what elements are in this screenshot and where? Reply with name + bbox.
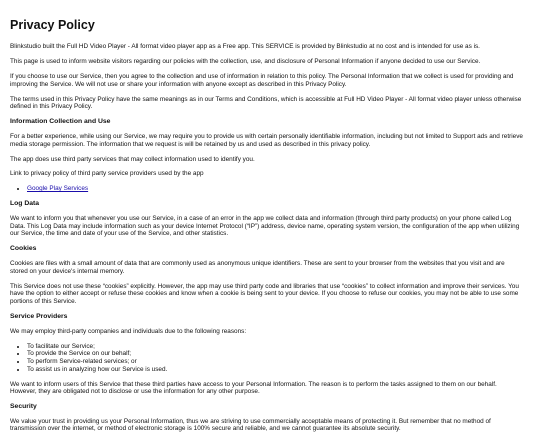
- list-item: • To assist us in analyzing how our Service is used.: [27, 366, 524, 374]
- intro-paragraph-1: Blinkstudio built the Full HD Video Player - All format video player app as a Free app. This SERVICE is provided by Blinkstudio at no cost and is intended for use as is.: [10, 43, 480, 50]
- list-item: • To perform Service-related services; or: [27, 358, 524, 366]
- providers-reasons-list: [10, 343, 524, 373]
- list-item: • To provide the Service on our behalf;: [27, 350, 524, 358]
- providers-outro-paragraph: We want to inform users of this Service that these third parties have access to your Personal Information. The reason is to perform the tasks assigned to them on our behalf. However, they are obligated not to disclose or use the information for any other purpose.: [10, 380, 497, 396]
- info-paragraph-1: For a better experience, while using our Service, we may require you to provide us with certain personally identifiable information, including but not limited to Support ads and retrieve media storage permission. The information that we request is will be retained by us and used as described in this privacy policy.: [10, 132, 523, 148]
- intro-paragraph-4: The terms used in this Privacy Policy have the same meanings as in our Terms and Conditions, which is accessible at Full HD Video Player - All format video player unless otherwise defined in this Privacy Policy.: [10, 95, 522, 111]
- info-paragraph-2: The app does use third party services that may collect information used to identify you.: [10, 155, 255, 163]
- security-paragraph: We value your trust in providing us your Personal Information, thus we are striving to use commercially acceptable means of protecting it. But remember that no method of transmission over the internet, or method of electronic storage is 100% secure and reliable, and we cannot guarantee its absolute security.: [10, 417, 491, 433]
- google-play-services-link[interactable]: Google Play Services: [27, 185, 89, 193]
- section-heading-service-providers: Service Providers: [10, 312, 68, 320]
- providers-intro-paragraph: We may employ third-party companies and individuals due to the following reasons:: [10, 327, 247, 335]
- section-heading-cookies: Cookies: [10, 245, 37, 253]
- section-heading-log-data: Log Data: [10, 200, 40, 208]
- third-party-links-list: [10, 185, 524, 193]
- list-item: • To facilitate our Service;: [27, 343, 524, 351]
- intro-paragraph-3: If you choose to use our Service, then you agree to the collection and use of information in relation to this policy. The Personal Information that we collect is used for providing and improving the Service. We will not use or share your information with anyone except as described in this Privacy Policy.: [10, 72, 514, 88]
- log-data-paragraph: We want to inform you that whenever you use our Service, in a case of an error in the app we collect data and information (through third party products) on your phone called Log Data. This Log Data may include information such as your device Internet Protocol (“IP”) address, device name, operating system version, the configuration of the app when utilizing our Service, the time and date of your use of the Service, and other statistics.: [10, 215, 520, 238]
- section-heading-security: Security: [10, 403, 37, 411]
- cookies-paragraph-2: This Service does not use these “cookies” explicitly. However, the app may use third party code and libraries that use “cookies” to collect information and improve their services. You have the option to either accept or refuse these cookies and know when a cookie is being sent to your device. If you choose to refuse our cookies, you may not be able to use some portions of this Service.: [10, 282, 519, 305]
- intro-paragraph-2: This page is used to inform website visitors regarding our policies with the collection, use, and disclosure of Personal Information if anyone decided to use our Service.: [10, 57, 481, 65]
- section-heading-information-collection: Information Collection and Use: [10, 118, 111, 126]
- cookies-paragraph-1: Cookies are files with a small amount of data that are commonly used as anonymous unique identifiers. These are sent to your browser from the websites that you visit and are stored on your device's internal memory.: [10, 260, 505, 275]
- info-paragraph-3: Link to privacy policy of third party service providers used by the app: [10, 170, 204, 178]
- list-item: [27, 185, 524, 193]
- page-title: Privacy Policy: [10, 18, 95, 32]
